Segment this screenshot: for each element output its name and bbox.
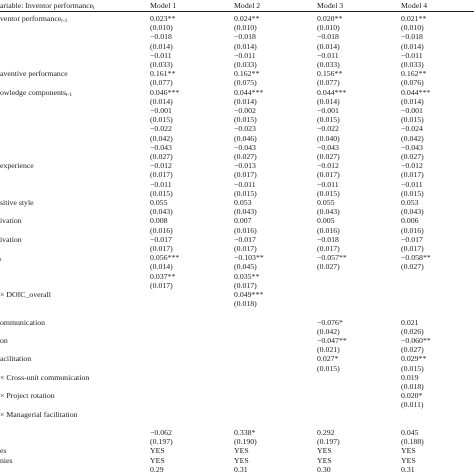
header-rule xyxy=(0,11,474,12)
model-3-cell: −0.057** xyxy=(317,253,347,263)
model-2-cell: 0.049*** xyxy=(234,290,264,299)
model-4-cell: (0.043) xyxy=(401,207,424,217)
model-1-cell: −0.018 xyxy=(150,32,172,42)
model-1-cell: YES xyxy=(150,446,165,456)
model-2-cell: (0.075) xyxy=(234,78,257,88)
model-2-cell: (0.017) xyxy=(234,170,257,180)
model-3-cell: (0.021) xyxy=(317,345,340,355)
model-4-cell: −0.011 xyxy=(401,50,423,60)
model-1-cell: (0.042) xyxy=(150,133,173,143)
model-1-cell: 0.037** xyxy=(150,271,176,281)
model-2-cell: (0.014) xyxy=(234,41,257,51)
model-3-cell: (0.015) xyxy=(317,363,340,373)
model-2-cell: −0.011 xyxy=(234,179,256,189)
model-2-cell: −0.011 xyxy=(234,50,256,60)
row-label: acilitation xyxy=(0,354,32,364)
model-2-cell: −0.043 xyxy=(234,142,256,152)
model-2-cell: (0.017) xyxy=(234,280,257,290)
model-1-cell: (0.014) xyxy=(150,96,173,106)
model-2-cell: 0.044*** xyxy=(234,87,264,97)
row-label: es xyxy=(0,446,7,456)
model-3-cell: (0.033) xyxy=(317,60,340,69)
model-4-cell: YES xyxy=(401,455,416,465)
model-2-cell: 0.035** xyxy=(234,271,260,281)
model-3-cell: −0.018 xyxy=(317,234,339,244)
model-4-cell: (0.017) xyxy=(401,170,424,180)
model-1-cell: (0.017) xyxy=(150,244,173,253)
model-2-cell: −0.017 xyxy=(234,234,256,244)
model-1-cell: (0.027) xyxy=(150,152,173,161)
model-1-cell: 0.29 xyxy=(150,464,164,474)
model-1-cell: −0.001 xyxy=(150,106,172,115)
model-2-cell: 0.053 xyxy=(234,198,252,207)
model-2-cell: (0.014) xyxy=(234,96,257,106)
model-2-cell: −0.023 xyxy=(234,124,256,134)
model-3-cell: (0.017) xyxy=(317,170,340,180)
model-3-cell: (0.014) xyxy=(317,96,340,106)
model-3-cell: (0.043) xyxy=(317,207,340,217)
model-1-cell: (0.033) xyxy=(150,60,173,69)
model-4-cell: −0.058** xyxy=(401,253,431,263)
row-label: owledge components$_{t-1}$ xyxy=(0,87,73,98)
model-1-cell: −0.062 xyxy=(150,428,172,437)
model-4-cell: 0.31 xyxy=(401,464,415,474)
model-4-cell: (0.188) xyxy=(401,437,424,447)
model-1-cell: (0.014) xyxy=(150,262,173,272)
row-label: t xyxy=(0,257,2,264)
row-label: sitive style xyxy=(0,198,34,207)
model-3-cell: −0.012 xyxy=(317,161,339,171)
model-2-cell: YES xyxy=(234,455,249,465)
model-3-cell: (0.197) xyxy=(317,437,340,447)
model-3-cell: 0.30 xyxy=(317,464,331,474)
model-2-cell: −0.018 xyxy=(234,32,256,42)
row-label: ivation xyxy=(0,234,22,244)
model-4-cell: YES xyxy=(401,446,416,456)
model-1-cell: 0.161** xyxy=(150,69,176,79)
model-1-cell: (0.077) xyxy=(150,78,173,88)
model-4-cell: (0.027) xyxy=(401,152,424,161)
model-1-cell: (0.014) xyxy=(150,41,173,51)
model-1-cell: 0.046*** xyxy=(150,87,180,97)
model-3-cell: −0.047** xyxy=(317,336,347,345)
model-3-cell: 0.292 xyxy=(317,428,335,437)
model-2-cell: 0.338* xyxy=(234,428,256,437)
row-label: × Project rotation xyxy=(0,391,55,401)
model-3-cell: −0.043 xyxy=(317,142,339,152)
model-2-cell: (0.045) xyxy=(234,262,257,272)
model-1-cell: (0.015) xyxy=(150,115,173,125)
model-3-cell: (0.015) xyxy=(317,188,340,198)
model-4-cell: −0.018 xyxy=(401,32,423,42)
model-3-cell: −0.011 xyxy=(317,50,339,60)
row-label: ivation xyxy=(0,216,22,226)
model-2-cell: −0.103** xyxy=(234,253,264,263)
model-2-cell: (0.046) xyxy=(234,133,257,143)
model-3-cell: −0.022 xyxy=(317,124,339,134)
model-2-cell: 0.024** xyxy=(234,14,260,23)
model-2-cell: (0.033) xyxy=(234,60,257,69)
model-3-cell: −0.011 xyxy=(317,179,339,189)
model-3-cell: (0.040) xyxy=(317,133,340,143)
model-3-cell: (0.015) xyxy=(317,115,340,125)
model-1-cell: (0.043) xyxy=(150,207,173,217)
row-label: × DOIC_overall xyxy=(0,290,51,299)
model-2-cell: (0.016) xyxy=(234,225,257,235)
model-4-cell: (0.011) xyxy=(401,400,424,410)
model-2-cell: (0.010) xyxy=(234,23,257,33)
model-4-cell: (0.018) xyxy=(401,382,424,391)
model-3-cell: YES xyxy=(317,446,332,456)
model-3-cell: (0.016) xyxy=(317,225,340,235)
row-label: aventive performance xyxy=(0,69,68,79)
model-1-cell: (0.017) xyxy=(150,280,173,290)
row-label: experience xyxy=(0,161,34,171)
model-3-cell: (0.027) xyxy=(317,262,340,272)
model-4-cell: (0.010) xyxy=(401,23,424,33)
header-dependent-variable: ariable: Inventor performance$_t$ xyxy=(0,1,95,11)
row-label: × Managerial facilitation xyxy=(0,409,78,419)
model-4-cell: (0.015) xyxy=(401,188,424,198)
model-4-cell: (0.016) xyxy=(401,225,424,235)
model-4-cell: (0.076) xyxy=(401,78,424,88)
model-4-cell: −0.011 xyxy=(401,179,423,189)
header-model-3: Model 3 xyxy=(317,1,344,10)
model-3-cell: 0.020** xyxy=(317,14,343,23)
header-model-4: Model 4 xyxy=(401,1,428,10)
model-4-cell: (0.015) xyxy=(401,115,424,125)
model-1-cell: (0.197) xyxy=(150,437,173,447)
model-3-cell: −0.076* xyxy=(317,317,343,327)
model-1-cell: −0.017 xyxy=(150,234,172,244)
model-2-cell: (0.015) xyxy=(234,115,257,125)
model-3-cell: YES xyxy=(317,455,332,465)
model-1-cell: YES xyxy=(150,455,165,465)
model-4-cell: 0.006 xyxy=(401,216,419,226)
model-3-cell: 0.005 xyxy=(317,216,335,226)
model-1-cell: (0.017) xyxy=(150,170,173,180)
model-3-cell: (0.014) xyxy=(317,41,340,51)
model-2-cell: (0.018) xyxy=(234,299,257,309)
model-3-cell: −0.018 xyxy=(317,32,339,42)
model-4-cell: (0.027) xyxy=(401,262,424,272)
model-4-cell: (0.042) xyxy=(401,133,424,143)
model-1-cell: (0.016) xyxy=(150,225,173,235)
model-2-cell: YES xyxy=(234,446,249,456)
model-4-cell: −0.012 xyxy=(401,161,423,171)
model-4-cell: (0.017) xyxy=(401,244,424,253)
model-3-cell: 0.044*** xyxy=(317,87,347,97)
model-4-cell: 0.044*** xyxy=(401,87,431,97)
model-2-cell: 0.31 xyxy=(234,464,248,474)
model-3-cell: (0.042) xyxy=(317,326,340,336)
model-4-cell: −0.024 xyxy=(401,124,423,134)
model-1-cell: 0.008 xyxy=(150,216,168,226)
model-2-cell: 0.007 xyxy=(234,216,252,226)
model-1-cell: (0.010) xyxy=(150,23,173,33)
row-label: nies xyxy=(0,455,13,465)
model-4-cell: −0.001 xyxy=(401,106,423,115)
header-model-1: Model 1 xyxy=(150,1,177,10)
row-label: ommunication xyxy=(0,317,46,327)
model-4-cell: (0.033) xyxy=(401,60,424,69)
model-4-cell: 0.021** xyxy=(401,14,427,23)
model-4-cell: (0.026) xyxy=(401,326,424,336)
model-2-cell: (0.015) xyxy=(234,188,257,198)
model-1-cell: 0.023** xyxy=(150,14,176,23)
model-1-cell: 0.055 xyxy=(150,198,168,207)
model-3-cell: −0.001 xyxy=(317,106,339,115)
model-2-cell: (0.190) xyxy=(234,437,257,447)
model-2-cell: 0.162** xyxy=(234,69,260,79)
model-2-cell: (0.017) xyxy=(234,244,257,253)
model-4-cell: 0.029** xyxy=(401,354,427,364)
model-1-cell: (0.015) xyxy=(150,188,173,198)
model-4-cell: 0.053 xyxy=(401,198,419,207)
row-label: ventor performance$_{t-1}$ xyxy=(0,14,68,24)
model-3-cell: 0.055 xyxy=(317,198,335,207)
model-4-cell: −0.043 xyxy=(401,142,423,152)
model-3-cell: (0.027) xyxy=(317,152,340,161)
model-3-cell: (0.077) xyxy=(317,78,340,88)
model-1-cell: −0.012 xyxy=(150,161,172,171)
model-4-cell: −0.060** xyxy=(401,336,431,345)
model-4-cell: 0.019 xyxy=(401,372,419,382)
model-1-cell: 0.056*** xyxy=(150,253,180,263)
model-1-cell: −0.043 xyxy=(150,142,172,152)
model-2-cell: (0.027) xyxy=(234,152,257,161)
model-3-cell: (0.010) xyxy=(317,23,340,33)
model-2-cell: −0.002 xyxy=(234,106,256,115)
model-1-cell: −0.011 xyxy=(150,50,172,60)
model-3-cell: 0.027* xyxy=(317,354,339,364)
model-4-cell: 0.021 xyxy=(401,317,419,327)
model-4-cell: (0.027) xyxy=(401,345,424,355)
model-4-cell: −0.017 xyxy=(401,234,423,244)
model-4-cell: (0.014) xyxy=(401,41,424,51)
model-2-cell: (0.043) xyxy=(234,207,257,217)
model-1-cell: −0.022 xyxy=(150,124,172,134)
model-4-cell: 0.020* xyxy=(401,391,423,401)
row-label: × Cross-unit communication xyxy=(0,372,90,382)
model-4-cell: (0.014) xyxy=(401,96,424,106)
model-4-cell: 0.045 xyxy=(401,428,419,437)
header-model-2: Model 2 xyxy=(234,1,261,10)
model-2-cell: −0.013 xyxy=(234,161,256,171)
row-label: on xyxy=(0,336,8,345)
model-1-cell: −0.011 xyxy=(150,179,172,189)
model-3-cell: 0.156** xyxy=(317,69,343,79)
model-4-cell: (0.015) xyxy=(401,363,424,373)
model-3-cell: (0.017) xyxy=(317,244,340,253)
model-4-cell: 0.162** xyxy=(401,69,427,79)
